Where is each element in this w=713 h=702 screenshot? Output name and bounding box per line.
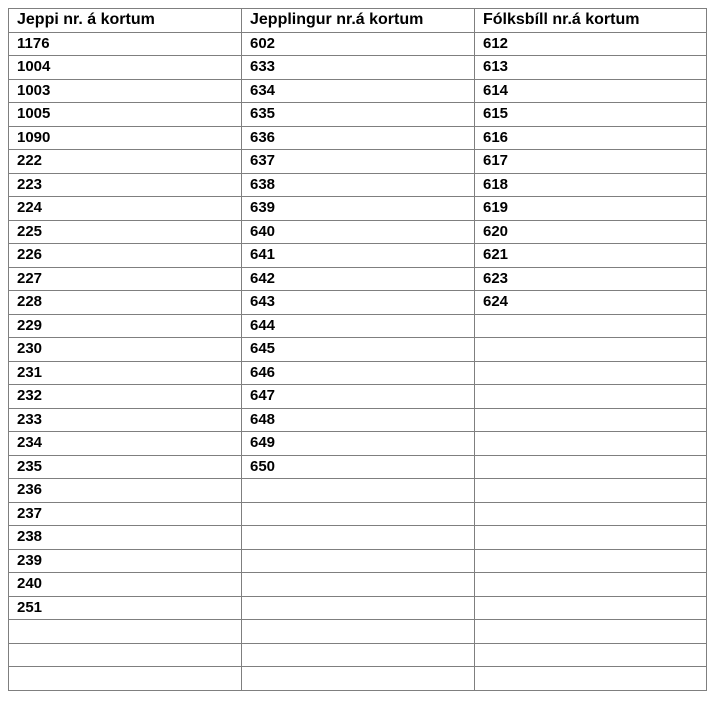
cell-jeppi: 227: [9, 267, 242, 291]
table-row: [9, 56, 707, 80]
cell-folksbill: [475, 620, 707, 644]
cell-folksbill: [475, 479, 707, 503]
header-jeppi: Jeppi nr. á kortum: [9, 9, 242, 33]
cell-jeppi: [9, 667, 242, 691]
table-row: [9, 32, 707, 56]
cell-jepplingur: 602: [242, 32, 475, 56]
cell-jepplingur: 646: [242, 361, 475, 385]
table-row: [9, 643, 707, 667]
cell-folksbill: 615: [475, 103, 707, 127]
table-row: [9, 150, 707, 174]
table-row: [9, 314, 707, 338]
cell-folksbill: [475, 338, 707, 362]
table-row: [9, 455, 707, 479]
table-row: [9, 197, 707, 221]
table-row: [9, 291, 707, 315]
cell-jeppi: 240: [9, 573, 242, 597]
cell-jeppi: 223: [9, 173, 242, 197]
cell-jepplingur: 649: [242, 432, 475, 456]
table-row: [9, 173, 707, 197]
cell-folksbill: [475, 385, 707, 409]
cell-folksbill: [475, 549, 707, 573]
cell-jepplingur: 634: [242, 79, 475, 103]
cell-jeppi: 234: [9, 432, 242, 456]
cell-folksbill: [475, 314, 707, 338]
cell-jeppi: 228: [9, 291, 242, 315]
table-row: [9, 338, 707, 362]
cell-jeppi: 222: [9, 150, 242, 174]
table-row: [9, 79, 707, 103]
cell-jeppi: 1003: [9, 79, 242, 103]
table-row: [9, 573, 707, 597]
cell-folksbill: 617: [475, 150, 707, 174]
cell-jeppi: 1005: [9, 103, 242, 127]
cell-jeppi: 1090: [9, 126, 242, 150]
cell-jepplingur: 648: [242, 408, 475, 432]
cell-jepplingur: 638: [242, 173, 475, 197]
vehicle-number-table: [8, 8, 707, 691]
cell-jeppi: 251: [9, 596, 242, 620]
table-row: [9, 126, 707, 150]
cell-jepplingur: 640: [242, 220, 475, 244]
table-body: [9, 32, 707, 690]
cell-jeppi: 226: [9, 244, 242, 268]
cell-jepplingur: [242, 479, 475, 503]
table-row: [9, 385, 707, 409]
cell-jeppi: [9, 620, 242, 644]
table-row: [9, 408, 707, 432]
cell-folksbill: 620: [475, 220, 707, 244]
cell-jepplingur: [242, 573, 475, 597]
cell-jepplingur: 639: [242, 197, 475, 221]
cell-jepplingur: [242, 667, 475, 691]
vehicle-number-table-container: [8, 8, 707, 691]
cell-jeppi: 1176: [9, 32, 242, 56]
table-row: [9, 220, 707, 244]
cell-jepplingur: 643: [242, 291, 475, 315]
table-row: [9, 620, 707, 644]
cell-jeppi: 231: [9, 361, 242, 385]
cell-jeppi: 239: [9, 549, 242, 573]
cell-folksbill: [475, 596, 707, 620]
cell-jepplingur: 635: [242, 103, 475, 127]
cell-jeppi: 238: [9, 526, 242, 550]
table-header-row: [9, 9, 707, 33]
table-row: [9, 667, 707, 691]
cell-jeppi: 235: [9, 455, 242, 479]
cell-folksbill: [475, 432, 707, 456]
cell-folksbill: [475, 643, 707, 667]
cell-jepplingur: [242, 596, 475, 620]
cell-jeppi: [9, 643, 242, 667]
header-folksbill: Fólksbíll nr.á kortum: [475, 9, 707, 33]
table-row: [9, 479, 707, 503]
table-row: [9, 432, 707, 456]
cell-folksbill: [475, 667, 707, 691]
cell-folksbill: [475, 408, 707, 432]
cell-folksbill: 621: [475, 244, 707, 268]
table-row: [9, 596, 707, 620]
table-row: [9, 549, 707, 573]
table-row: [9, 502, 707, 526]
cell-jepplingur: 650: [242, 455, 475, 479]
cell-jeppi: 225: [9, 220, 242, 244]
cell-folksbill: [475, 502, 707, 526]
cell-folksbill: [475, 361, 707, 385]
cell-folksbill: [475, 526, 707, 550]
cell-jepplingur: 641: [242, 244, 475, 268]
cell-jeppi: 236: [9, 479, 242, 503]
cell-jeppi: 224: [9, 197, 242, 221]
table-row: [9, 103, 707, 127]
cell-folksbill: 619: [475, 197, 707, 221]
cell-jepplingur: [242, 643, 475, 667]
cell-folksbill: [475, 455, 707, 479]
cell-folksbill: 613: [475, 56, 707, 80]
cell-jepplingur: [242, 549, 475, 573]
table-row: [9, 267, 707, 291]
table-row: [9, 244, 707, 268]
cell-folksbill: 616: [475, 126, 707, 150]
cell-jepplingur: [242, 526, 475, 550]
table-row: [9, 361, 707, 385]
cell-jepplingur: [242, 502, 475, 526]
cell-jepplingur: 637: [242, 150, 475, 174]
cell-jepplingur: 636: [242, 126, 475, 150]
cell-jeppi: 1004: [9, 56, 242, 80]
cell-jeppi: 233: [9, 408, 242, 432]
cell-jepplingur: 645: [242, 338, 475, 362]
table-row: [9, 526, 707, 550]
cell-jepplingur: 647: [242, 385, 475, 409]
cell-folksbill: 624: [475, 291, 707, 315]
cell-folksbill: 612: [475, 32, 707, 56]
cell-folksbill: 618: [475, 173, 707, 197]
cell-jeppi: 232: [9, 385, 242, 409]
header-jepplingur: Jepplingur nr.á kortum: [242, 9, 475, 33]
cell-folksbill: [475, 573, 707, 597]
cell-jeppi: 230: [9, 338, 242, 362]
cell-jeppi: 237: [9, 502, 242, 526]
cell-jepplingur: [242, 620, 475, 644]
cell-jepplingur: 642: [242, 267, 475, 291]
cell-folksbill: 623: [475, 267, 707, 291]
cell-jeppi: 229: [9, 314, 242, 338]
cell-jepplingur: 644: [242, 314, 475, 338]
cell-folksbill: 614: [475, 79, 707, 103]
cell-jepplingur: 633: [242, 56, 475, 80]
